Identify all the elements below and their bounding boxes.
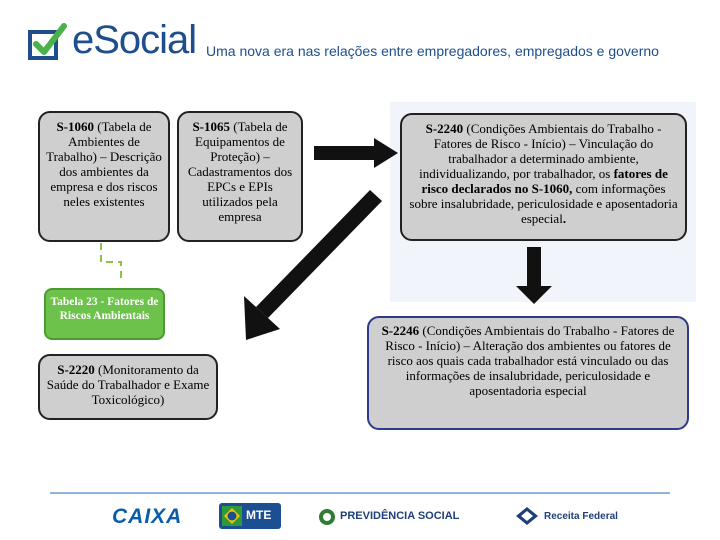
- tagline: Uma nova era nas relações entre empregadores, empregados e governo: [206, 43, 659, 59]
- arrow-down-left-icon: [244, 190, 382, 340]
- s2240-code: S-2240: [425, 121, 464, 136]
- mte-logo-icon: [219, 503, 281, 529]
- s1065-text: (Tabela de Equipamentos de Proteção) – Cadastramentos dos EPCs e EPIs utilizados pela empresa: [187, 119, 293, 224]
- s2246-code: S-2246: [381, 323, 420, 338]
- s2240-text-a: (Condições Ambientais do Trabalho - Fatores de Risco - Início) – Vinculação do trabalhador a determinado ambiente, individualizando, por trabalhador, os: [419, 121, 662, 181]
- previdencia-logo: PREVIDÊNCIA SOCIAL: [340, 510, 460, 522]
- brazil-flag-icon: [222, 506, 242, 526]
- s2220-code: S-2220: [57, 362, 95, 377]
- s2240-text-bold: fatores de risco declarados no S-1060,: [421, 166, 668, 196]
- arrow-right-icon: [314, 138, 398, 168]
- s2240-text-b: com informações sobre insalubridade, periculosidade e aposentadoria especial: [409, 181, 678, 226]
- previdencia-logo-icon: [318, 508, 336, 526]
- s1065-code: S-1065: [192, 119, 230, 134]
- tabela23-text: Tabela 23 - Fatores de Riscos Ambientais: [50, 296, 159, 322]
- mte-label: MTE: [246, 508, 272, 522]
- arrow-down-icon: [516, 247, 552, 304]
- footer-divider: [50, 492, 670, 494]
- s2246-text: (Condições Ambientais do Trabalho - Fatores de Risco - Início) – Alteração dos ambientes ou fatores de risco aos quais cada trabalhador está vinculado ou das informações de insalubridade, periculosidade e aposentadoria especial: [385, 323, 675, 398]
- receita-logo-icon: [514, 504, 540, 528]
- dashed-connector-icon: [101, 243, 121, 280]
- receita-logo: Receita Federal: [544, 511, 618, 522]
- s1060-code: S-1060: [56, 119, 94, 134]
- caixa-logo: CAIXA: [112, 505, 183, 528]
- s2240-text-end: .: [562, 211, 567, 226]
- s1060-text: (Tabela de Ambientes de Trabalho) – Descrição dos ambientes da empresa e dos riscos neles existentes: [46, 119, 162, 209]
- s2220-text: (Monitoramento da Saúde do Trabalhador e Exame Toxicológico): [46, 362, 210, 407]
- brand-name: eSocial: [72, 18, 197, 62]
